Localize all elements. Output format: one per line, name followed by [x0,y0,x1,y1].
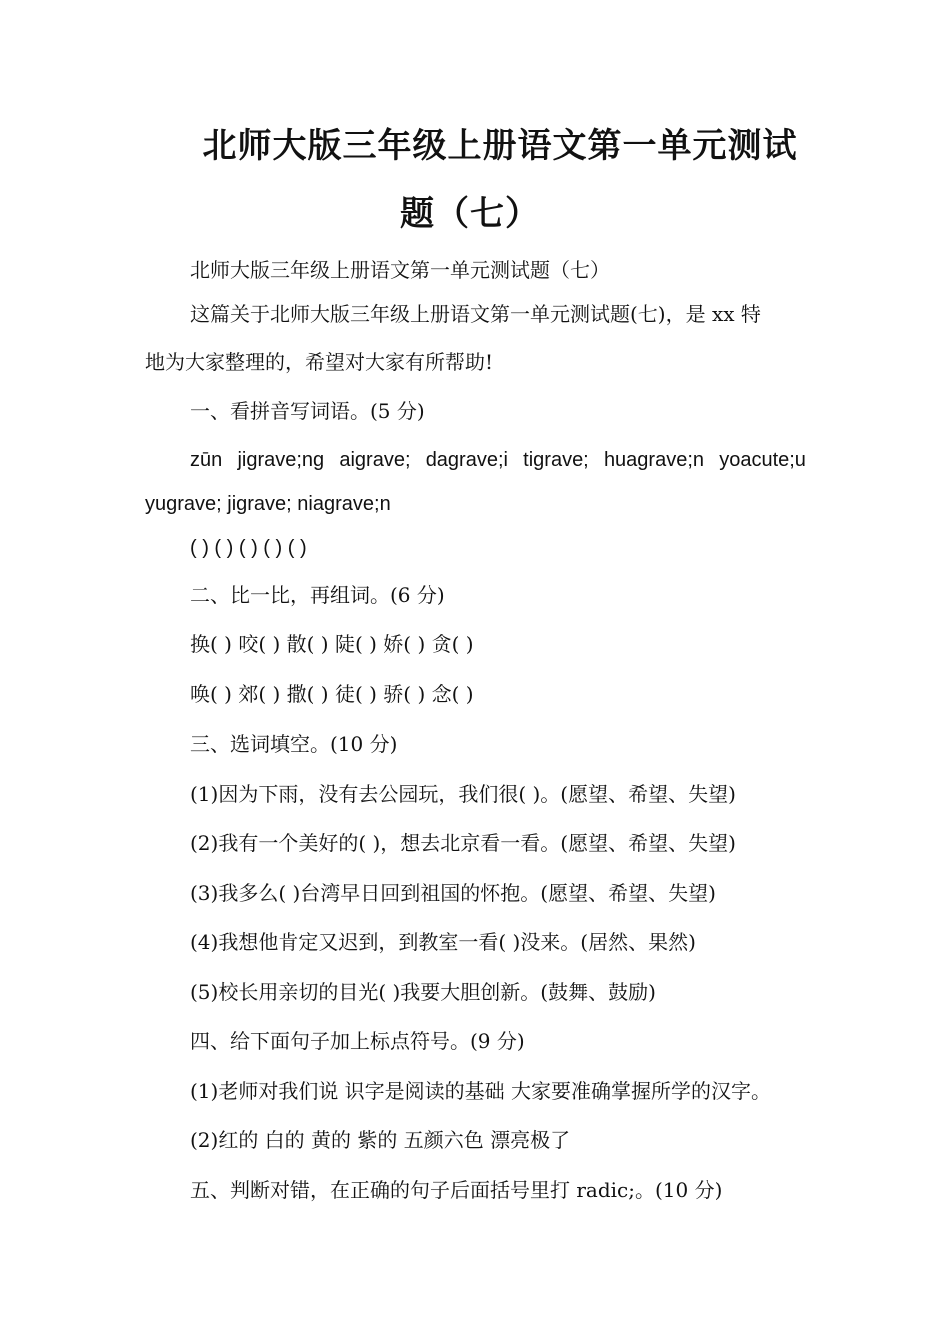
section5-heading: 五、判断对错，在正确的句子后面括号里打 radic;。(10 分) [190,1178,723,1202]
document-title-line2: 题（七） [400,194,540,234]
document-title-line1: 北师大版三年级上册语文第一单元测试 [202,126,798,166]
pinyin-word: aigrave; [339,449,411,471]
punctuation-item: (2)红的 白的 黄的 紫的 五颜六色 漂亮极了 [190,1128,571,1152]
pinyin-row1 [190,446,806,474]
section3-heading: 三、选词填空。(10 分) [190,732,398,756]
intro-paragraph-line1: 这篇关于北师大版三年级上册语文第一单元测试题(七)，是 xx 特 [190,302,761,326]
section1-heading: 一、看拼音写词语。(5 分) [190,399,425,423]
pinyin-word: tigrave; [523,449,589,471]
section4-heading: 四、给下面句子加上标点符号。(9 分) [190,1029,525,1053]
intro-paragraph-line2: 地为大家整理的，希望对大家有所帮助! [145,350,494,374]
fill-item: (2)我有一个美好的( )，想去北京看一看。(愿望、希望、失望) [190,831,736,855]
pinyin-word: yoacute;u [719,449,806,471]
section2-heading: 二、比一比，再组词。(6 分) [190,583,445,607]
document-subtitle: 北师大版三年级上册语文第一单元测试题（七） [190,258,610,282]
fill-item: (5)校长用亲切的目光( )我要大胆创新。(鼓舞、鼓励) [190,980,656,1004]
compare-row2: 唤( ) 郊( ) 撒( ) 徒( ) 骄( ) 念( ) [190,682,474,706]
pinyin-word: huagrave;n [603,449,705,471]
fill-item: (3)我多么( )台湾早日回到祖国的怀抱。(愿望、希望、失望) [190,881,716,905]
punctuation-item: (1)老师对我们说 识字是阅读的基础 大家要准确掌握所学的汉字。 [190,1079,772,1103]
compare-row1: 换( ) 咬( ) 散( ) 陡( ) 娇( ) 贪( ) [190,632,474,656]
pinyin-row2: yugrave; jigrave; niagrave;n [145,493,391,515]
answer-blanks: ( ) ( ) ( ) ( ) ( ) [190,537,307,559]
fill-item: (1)因为下雨，没有去公园玩，我们很( )。(愿望、希望、失望) [190,782,736,806]
pinyin-word: zūn [190,449,223,471]
pinyin-word: dagrave;i [425,449,508,471]
fill-item: (4)我想他肯定又迟到，到教室一看( )没来。(居然、果然) [190,930,696,954]
pinyin-word: jigrave;ng [237,449,325,471]
